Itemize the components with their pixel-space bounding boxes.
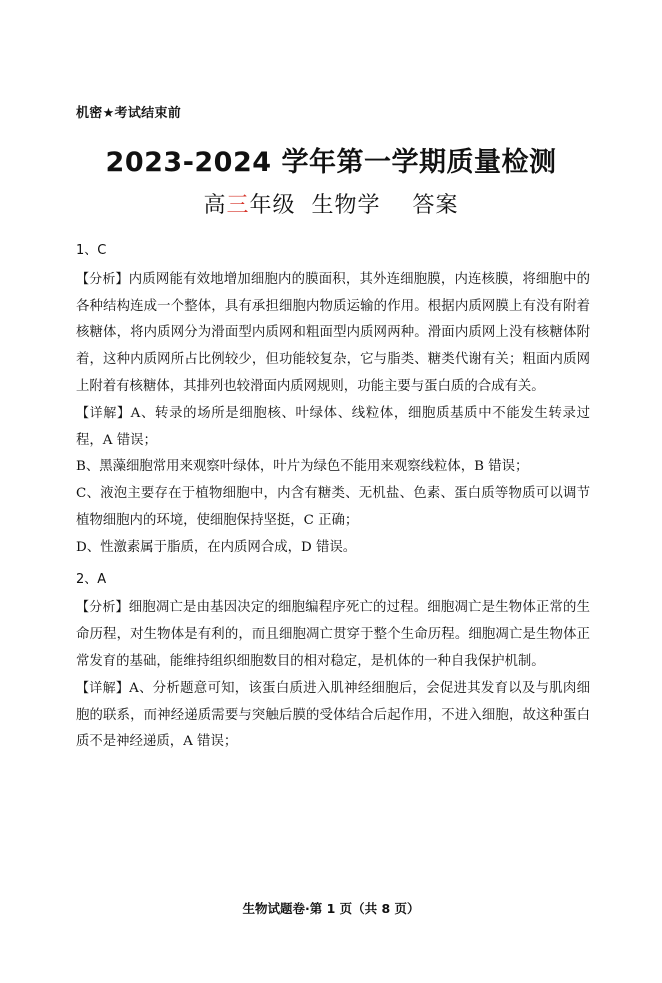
question-1-detail [76,401,590,455]
question-1-option-c: C、液泡主要存在于植物细胞中，内含有糖类、无机盐、色素、蛋白质等物质可以调节植物细胞内的环境，使细胞保持坚挺，C 正确； [76,486,590,528]
subtitle-rest: 年级 生物学 答案 [249,193,459,218]
page-footer: 生物试题卷·第 1 页（共 8 页） [242,901,420,916]
analysis-text: 细胞凋亡是由基因决定的细胞编程序死亡的过程。细胞凋亡是生物体正常的生命历程，对生物体是有利的，而且细胞凋亡贯穿于整个生命历程。细胞凋亡是生物体正常发育的基础，能维持组织细胞数目的相对稳定，是机体的一种自我保护机制。 [76,600,590,669]
question-2-number: 2、A [76,571,107,587]
exam-title: 2023-2024 学年第一学期质量检测 [105,147,557,178]
question-1-number: 1、C [76,243,107,258]
analysis-tag: 【分析】 [76,271,129,287]
subtitle-grade-prefix: 高 [203,193,227,218]
detail-tag: 【详解】 [76,405,131,421]
question-2-analysis [76,595,590,675]
exam-subtitle [0,188,662,219]
question-1-option-b: B、黑藻细胞常用来观察叶绿体，叶片为绿色不能用来观察线粒体，B 错误； [76,459,529,475]
subtitle-grade-number: 三 [226,193,250,218]
detail-text: A、转录的场所是细胞核、叶绿体、线粒体，细胞质基质中不能发生转录过程，A 错误； [76,405,590,448]
question-1-analysis [76,267,590,401]
analysis-tag: 【分析】 [76,600,129,616]
question-1-option-d: D、性激素属于脂质，在内质网合成，D 错误。 [76,539,357,555]
detail-text: A、分析题意可知，该蛋白质进入肌神经细胞后，会促进其发育以及与肌肉细胞的联系，而神经递质需要与突触后膜的受体结合后起作用，不进入细胞，故这种蛋白质不是神经递质，A 错误； [76,680,590,750]
confidential-label: 机密★考试结束前 [76,106,182,121]
answer-body [76,236,590,756]
detail-tag: 【详解】 [76,680,130,696]
question-2-detail [76,676,590,756]
analysis-text: 内质网能有效地增加细胞内的膜面积，其外连细胞膜，内连核膜，将细胞中的各种结构连成一个整体，具有承担细胞内物质运输的作用。根据内质网膜上有没有附着核糖体，将内质网分为滑面型内质网和粗面型内质网两种。滑面内质网上没有核糖体附着，这种内质网所占比例较少，但功能较复杂，它与脂类、糖类代谢有关；粗面内质网上附着有核糖体，其排列也较滑面内质网规则，功能主要与蛋白质的合成有关。 [76,271,590,394]
